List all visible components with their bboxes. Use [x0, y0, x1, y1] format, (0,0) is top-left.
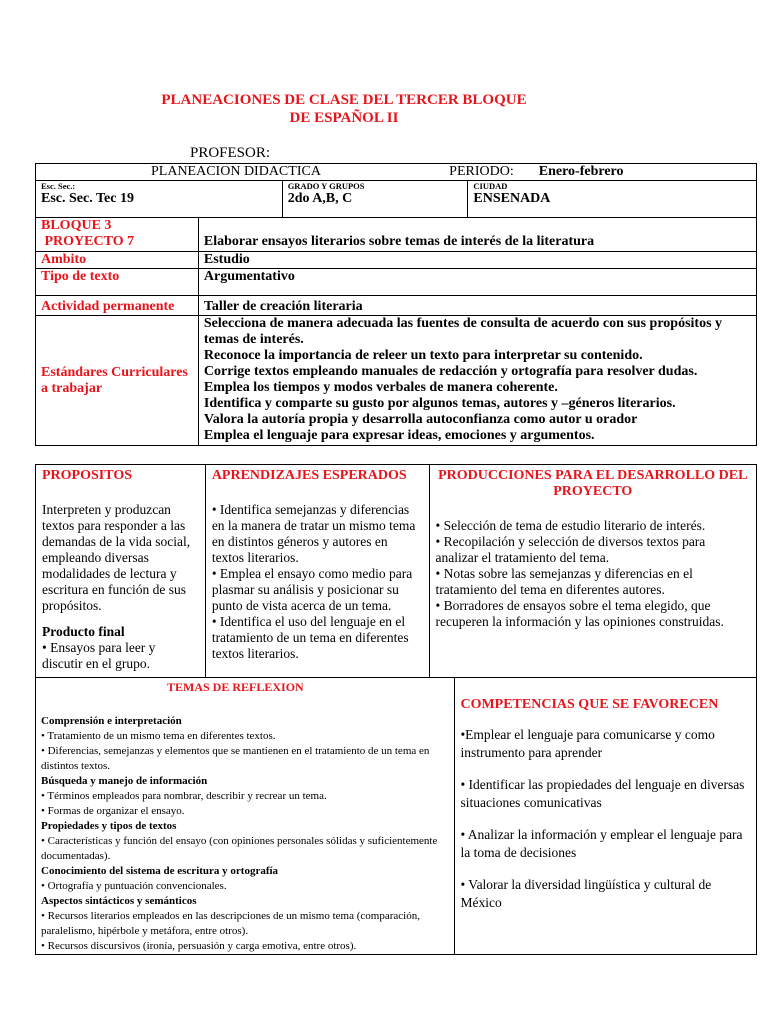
temas-section-title: Propiedades y tipos de textos — [41, 820, 177, 832]
temas-section-title: Aspectos sintácticos y semánticos — [41, 895, 197, 907]
temas-section-title: Búsqueda y manejo de información — [41, 775, 208, 787]
esc-cell — [36, 181, 283, 218]
temas-competencias-table — [35, 677, 757, 955]
tipo-texto-label: Tipo de texto — [36, 269, 199, 296]
bloque-label: BLOQUE 3 — [41, 218, 112, 233]
temas-cell — [36, 678, 455, 955]
estandar-item: Emplea el lenguaje para expresar ideas, emociones y argumentos. — [203, 428, 595, 443]
temas-item: • Ortografía y puntuación convencionales. — [41, 880, 227, 892]
produccion-item: • Notas sobre las semejanzas y diferencias en el tratamiento del tema en diferentes autores. — [435, 566, 693, 597]
title-line-1: PLANEACIONES DE CLASE DEL TERCER BLOQUE — [161, 92, 527, 108]
produccion-item: • Selección de tema de estudio literario de interés. — [435, 518, 706, 533]
competencia-item: • Valorar la diversidad lingüística y cultural de México — [460, 877, 712, 910]
proyecto-value: Elaborar ensayos literarios sobre temas de interés de la literatura — [198, 218, 756, 252]
grado-value: 2do A,B, C — [287, 191, 353, 206]
grado-label: GRADO Y GRUPOS — [287, 181, 365, 191]
temas-item: • Características y función del ensayo (con opiniones personales sólidas y suficientemente documentadas). — [41, 835, 438, 862]
esc-label: Esc. Sec.: — [41, 181, 76, 191]
propositos-text: Interpreten y produzcan textos para responder a las demandas de la vida social, empleando diversas modalidades de lectura y escritura en función de sus propósitos. — [42, 502, 191, 613]
competencia-item: • Analizar la información y emplear el lenguaje para la toma de decisiones — [460, 827, 743, 860]
document-title — [0, 91, 688, 127]
title-line-2: DE ESPAÑOL II — [289, 110, 399, 126]
producciones-cell — [429, 465, 756, 678]
esc-value: Esc. Sec. Tec 19 — [41, 191, 134, 206]
ambito-value: Estudio — [198, 252, 756, 269]
temas-section-title: Conocimiento del sistema de escritura y ortografía — [41, 865, 279, 877]
produccion-item: • Recopilación y selección de diversos textos para analizar el tratamiento del tema. — [435, 534, 706, 565]
periodo-label: PERIODO: — [449, 164, 514, 179]
temas-item: • Formas de organizar el ensayo. — [41, 805, 185, 817]
aprendizaje-item: • Identifica el uso del lenguaje en el tratamiento de un tema en diferentes textos literarios. — [211, 614, 409, 661]
ciudad-cell — [468, 181, 757, 218]
estandar-item: Emplea los tiempos y modos verbales de manera coherente. — [203, 380, 558, 395]
grado-cell — [282, 181, 468, 218]
estandar-item: Selecciona de manera adecuada las fuentes de consulta de acuerdo con sus propósitos y temas de interés. — [203, 316, 723, 347]
estandar-item: Valora la autoría propia y desarrolla autoconfianza como autor u orador — [203, 412, 638, 427]
propositos-header: PROPOSITOS — [42, 468, 132, 483]
temas-item: • Recursos literarios empleados en las descripciones de un mismo tema (comparación, paralelismo, hipérbole y metáfora, entre otros). — [41, 910, 420, 937]
temas-section-title: Comprensión e interpretación — [41, 715, 182, 727]
estandar-item: Corrige textos empleando manuales de redacción y ortografía para resolver dudas. — [203, 364, 698, 379]
temas-item: • Recursos discursivos (ironía, persuasión y carga emotiva, entre otros). — [41, 940, 357, 952]
propositos-cell — [36, 465, 206, 678]
profesor-label: PROFESOR: — [190, 145, 271, 161]
planeacion-label: PLANEACION DIDACTICA — [151, 164, 321, 179]
estandar-item: Identifica y comparte su gusto por algunos temas, autores y –géneros literarios. — [203, 396, 676, 411]
estandares-list — [198, 316, 756, 446]
ciudad-label: CIUDAD — [473, 181, 508, 191]
producciones-header: PRODUCCIONES PARA EL DESARROLLO DEL PROYECTO — [438, 468, 748, 499]
producto-final-label: Producto final — [42, 624, 125, 639]
temas-item: • Diferencias, semejanzas y elementos que se mantienen en el tratamiento de un tema en distintos textos. — [41, 745, 430, 772]
aprendizajes-cell — [205, 465, 429, 678]
ambito-label: Ambito — [36, 252, 199, 269]
estandares-label: Estándares Curriculares a trabajar — [36, 316, 199, 446]
competencias-cell — [455, 678, 757, 955]
aprendizaje-item: • Emplea el ensayo como medio para plasmar su análisis y posicionar su punto de vista acerca de un tema. — [211, 566, 413, 613]
temas-item: • Términos empleados para nombrar, describir y recrear un tema. — [41, 790, 327, 802]
aprendizajes-header: APRENDIZAJES ESPERADOS — [211, 468, 407, 483]
temas-item: • Tratamiento de un mismo tema en diferentes textos. — [41, 730, 276, 742]
periodo-value: Enero-febrero — [538, 164, 624, 179]
proyecto-label: PROYECTO 7 — [41, 234, 135, 249]
producto-final-text: • Ensayos para leer y discutir en el grupo. — [42, 640, 156, 671]
planeacion-table — [35, 163, 757, 446]
competencias-header: COMPETENCIAS QUE SE FAVORECEN — [460, 697, 719, 712]
temas-header: TEMAS DE REFLEXION — [167, 680, 304, 694]
competencia-item: •Emplear el lenguaje para comunicarse y como instrumento para aprender — [460, 727, 715, 760]
actividad-value: Taller de creación literaria — [198, 296, 756, 316]
actividad-label: Actividad permanente — [36, 296, 199, 316]
estandar-item: Reconoce la importancia de releer un texto para interpretar su contenido. — [203, 348, 643, 363]
competencia-item: • Identificar las propiedades del lenguaje en diversas situaciones comunicativas — [460, 777, 745, 810]
aprendizaje-item: • Identifica semejanzas y diferencias en la manera de tratar un mismo tema en distintos géneros y autores en textos literarios. — [211, 502, 416, 565]
bloque-proyecto-cell — [36, 218, 199, 252]
produccion-item: • Borradores de ensayos sobre el tema elegido, que recuperen la información y las opiniones construidas. — [435, 598, 724, 629]
tipo-texto-value: Argumentativo — [198, 269, 756, 296]
ciudad-value: ENSENADA — [473, 191, 551, 206]
planeacion-header-row — [36, 164, 757, 181]
propositos-table — [35, 464, 757, 678]
